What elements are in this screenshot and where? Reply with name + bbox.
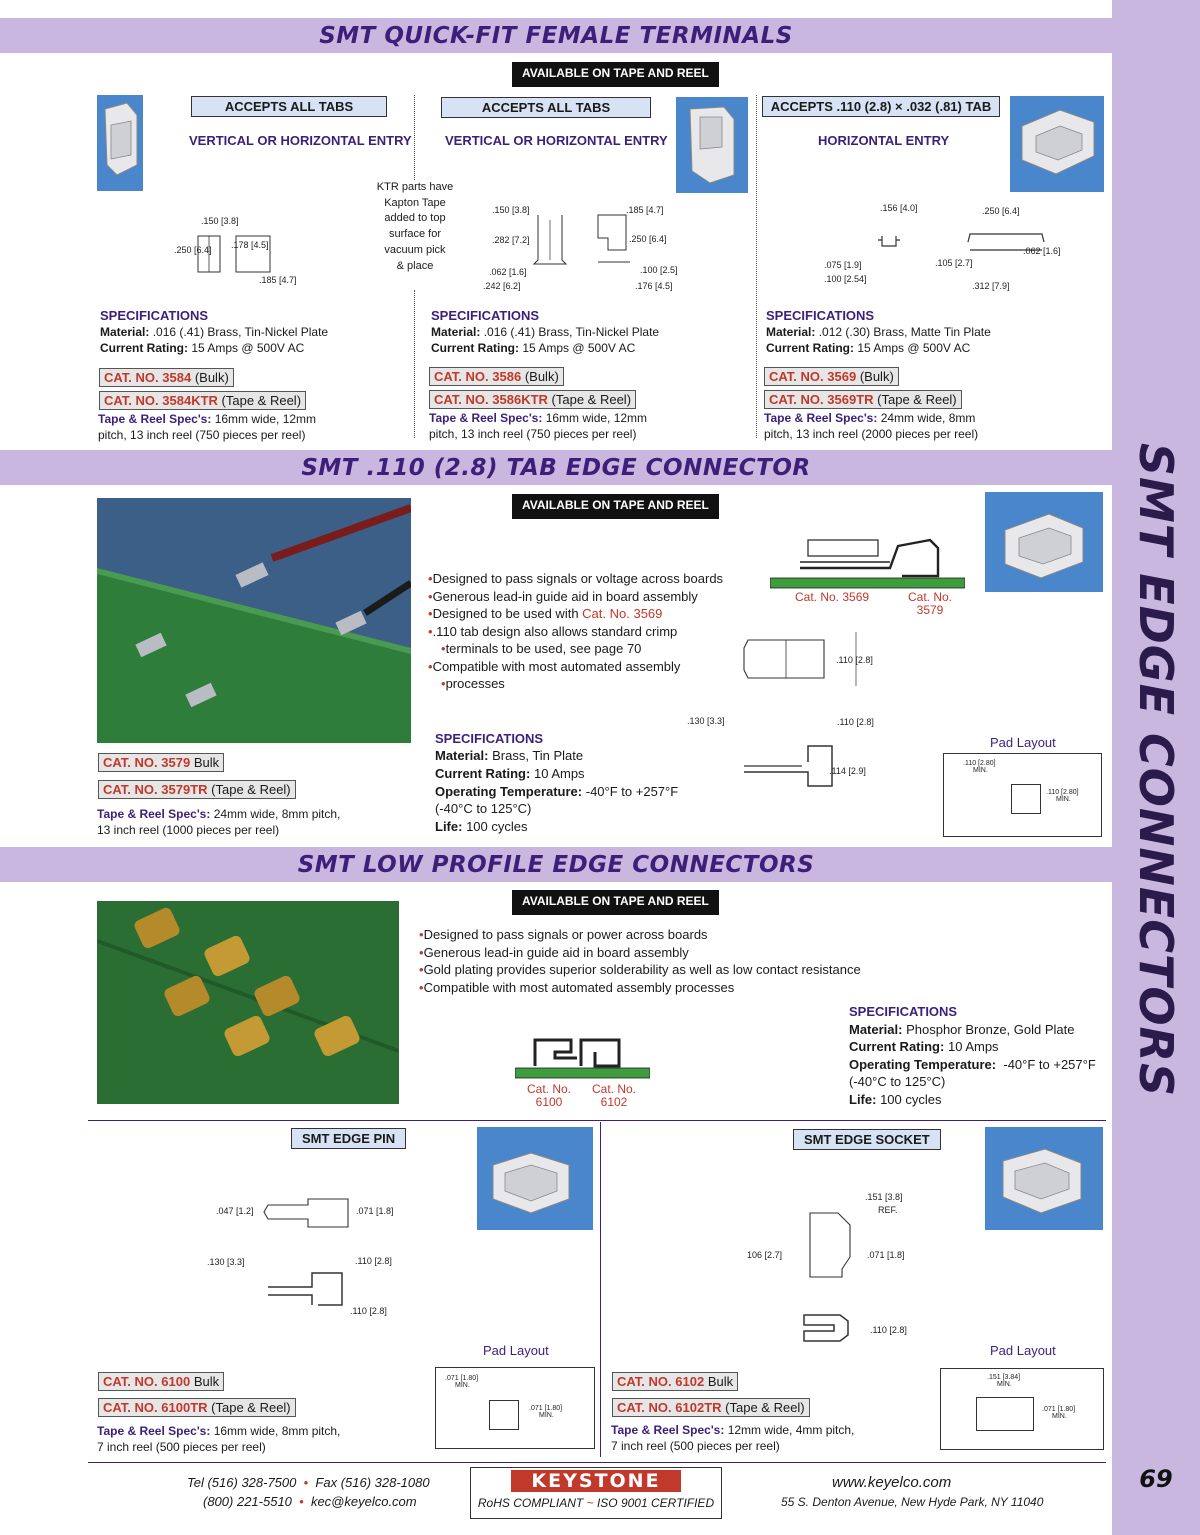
spec-heading: SPECIFICATIONS bbox=[849, 1004, 958, 1019]
figure-caption: Cat. No. 6100 bbox=[527, 1082, 572, 1109]
spec-current: Current Rating: 10 Amps bbox=[435, 766, 585, 781]
accepts-label: ACCEPTS .110 (2.8) × .032 (.81) TAB bbox=[762, 96, 1000, 117]
entry-label: VERTICAL OR HORIZONTAL ENTRY bbox=[189, 133, 412, 148]
dim-label: .130 [3.3] bbox=[207, 1257, 245, 1267]
dim-label: .071 [1.8] bbox=[356, 1206, 394, 1216]
catalog-number-bulk: CAT. NO. 3584 (Bulk) bbox=[99, 368, 234, 387]
entry-label: VERTICAL OR HORIZONTAL ENTRY bbox=[445, 133, 668, 148]
sidebar-title: SMT EDGE CONNECTORS bbox=[1129, 442, 1183, 1098]
section-divider bbox=[88, 1120, 1106, 1121]
dim-label: .110 [2.80] MIN. bbox=[963, 760, 996, 774]
dim-label: .110 [2.8] bbox=[870, 1325, 907, 1335]
cross-section-diagram bbox=[770, 532, 965, 594]
catalog-number-reel: CAT. NO. 3569TR (Tape & Reel) bbox=[764, 390, 962, 409]
dim-label: .071 [1.80] MIN. bbox=[445, 1375, 479, 1389]
product-photo-3579 bbox=[97, 498, 411, 743]
dim-label: .071 [1.8] bbox=[867, 1250, 905, 1260]
footer-phone: Tel (516) 328-7500 • Fax (516) 328-1080 bbox=[187, 1475, 430, 1490]
spec-current: Current Rating: 10 Amps bbox=[849, 1039, 999, 1054]
dim-label: .110 [2.80] MIN. bbox=[1046, 789, 1079, 803]
column-divider bbox=[414, 290, 415, 438]
product-photo-6100-6102 bbox=[97, 901, 399, 1104]
catalog-number-bulk: CAT. NO. 6102 Bulk bbox=[612, 1372, 738, 1391]
product-photo-3584 bbox=[97, 95, 143, 191]
pad-layout-label: Pad Layout bbox=[483, 1343, 549, 1358]
footer-website[interactable]: www.keyelco.com bbox=[832, 1474, 952, 1491]
catalog-number-reel: CAT. NO. 6102TR (Tape & Reel) bbox=[612, 1398, 810, 1417]
figure-caption: Cat. No. 3579 bbox=[908, 590, 953, 617]
dim-label: .062 [1.6] bbox=[489, 267, 527, 277]
dim-label: .242 [6.2] bbox=[483, 281, 521, 291]
dim-label: .105 [2.7] bbox=[935, 258, 973, 268]
list-item: • processes bbox=[428, 675, 723, 693]
reel-spec: Tape & Reel Spec's: 16mm wide, 8mm pitch, bbox=[97, 1424, 341, 1438]
spec-material: Material: Phosphor Bronze, Gold Plate bbox=[849, 1022, 1075, 1037]
figure-caption: Cat. No. 6102 bbox=[592, 1082, 637, 1109]
dim-label: .151 [3.84] MIN. bbox=[987, 1374, 1021, 1388]
reel-spec: Tape & Reel Spec's: 16mm wide, 12mm bbox=[98, 412, 317, 426]
dim-label: .110 [2.8] bbox=[836, 655, 873, 665]
spec-material: Material: Brass, Tin Plate bbox=[435, 748, 584, 763]
dim-label: .100 [2.54] bbox=[824, 274, 867, 284]
spec-material: Material: .016 (.41) Brass, Tin-Nickel Plate bbox=[431, 325, 660, 339]
reel-spec-2: 13 inch reel (1000 pieces per reel) bbox=[97, 823, 280, 837]
cross-section-diagram bbox=[515, 1030, 650, 1082]
dim-label: .062 [1.6] bbox=[1023, 246, 1061, 256]
spec-current: Current Rating: 15 Amps @ 500V AC bbox=[431, 341, 636, 355]
spec-temperature: Operating Temperature: -40°F to +257°F bbox=[849, 1057, 1096, 1072]
reel-spec-2: pitch, 13 inch reel (750 pieces per reel) bbox=[429, 427, 637, 441]
spec-life: Life: 100 cycles bbox=[849, 1092, 942, 1107]
spec-current: Current Rating: 15 Amps @ 500V AC bbox=[100, 341, 305, 355]
feature-list bbox=[419, 926, 861, 996]
dim-label: .100 [2.5] bbox=[640, 265, 678, 275]
edge-socket-label: SMT EDGE SOCKET bbox=[793, 1129, 941, 1150]
dim-label: .178 [4.5] bbox=[231, 240, 269, 250]
section-title-quickfit: SMT QUICK-FIT FEMALE TERMINALS bbox=[319, 23, 793, 49]
ktr-note: KTR parts have Kapton Tape added to top surface for vacuum pick & place bbox=[376, 181, 454, 272]
footer-address: 55 S. Denton Avenue, New Hyde Park, NY 11040 bbox=[781, 1495, 1044, 1509]
tab-drawing-side bbox=[740, 728, 850, 794]
section-title-tab-edge: SMT .110 (2.8) TAB EDGE CONNECTOR bbox=[301, 455, 811, 481]
accepts-label: ACCEPTS ALL TABS bbox=[441, 97, 651, 118]
list-item: • terminals to be used, see page 70 bbox=[428, 640, 723, 658]
footer-contact: (800) 221-5510 • kec@keyelco.com bbox=[203, 1494, 417, 1509]
list-item: • Compatible with most automated assembly processes bbox=[419, 979, 861, 997]
column-divider bbox=[756, 95, 757, 438]
catalog-number-bulk: CAT. NO. 6100 Bulk bbox=[98, 1372, 224, 1391]
product-photo-6102 bbox=[985, 1127, 1103, 1230]
spec-material: Material: .016 (.41) Brass, Tin-Nickel Plate bbox=[100, 325, 329, 339]
spec-heading: SPECIFICATIONS bbox=[431, 308, 540, 323]
reel-spec: Tape & Reel Spec's: 12mm wide, 4mm pitch, bbox=[611, 1423, 855, 1437]
catalog-number-reel: CAT. NO. 3584KTR (Tape & Reel) bbox=[99, 391, 306, 410]
dim-label: .185 [4.7] bbox=[259, 275, 297, 285]
dim-label: .110 [2.8] bbox=[350, 1306, 387, 1316]
dim-label: .176 [4.5] bbox=[635, 281, 673, 291]
entry-label: HORIZONTAL ENTRY bbox=[818, 133, 950, 148]
dim-label: .185 [4.7] bbox=[626, 205, 664, 215]
reel-spec: Tape & Reel Spec's: 24mm wide, 8mm pitch, bbox=[97, 807, 341, 821]
product-photo-3569-small bbox=[985, 492, 1103, 592]
catalog-number-bulk: CAT. NO. 3579 Bulk bbox=[98, 753, 224, 772]
tape-reel-badge: AVAILABLE ON TAPE AND REEL bbox=[512, 62, 719, 87]
spec-heading: SPECIFICATIONS bbox=[766, 308, 875, 323]
spec-material: Material: .012 (.30) Brass, Matte Tin Plate bbox=[766, 325, 991, 339]
spec-temperature-c: (-40°C to 125°C) bbox=[849, 1074, 946, 1089]
pad-shape bbox=[1011, 784, 1041, 814]
spec-current: Current Rating: 15 Amps @ 500V AC bbox=[766, 341, 971, 355]
keystone-logo: KEYSTONE RoHS COMPLIANT ~ ISO 9001 CERTIFIED bbox=[470, 1467, 722, 1519]
spec-life: Life: 100 cycles bbox=[435, 819, 528, 834]
dim-label: .282 [7.2] bbox=[492, 235, 530, 245]
dim-label: .150 [3.8] bbox=[201, 216, 239, 226]
list-item: • Generous lead-in guide aid in board assembly bbox=[428, 588, 723, 606]
dim-label: .075 [1.9] bbox=[824, 260, 862, 270]
edge-pin-label: SMT EDGE PIN bbox=[291, 1128, 406, 1149]
pad-layout-label: Pad Layout bbox=[990, 735, 1056, 750]
dim-label: .312 [7.9] bbox=[972, 281, 1010, 291]
pad-shape bbox=[976, 1397, 1034, 1431]
dim-label: .250 [6.4] bbox=[174, 245, 212, 255]
dim-label: .047 [1.2] bbox=[216, 1206, 254, 1216]
spec-heading: SPECIFICATIONS bbox=[100, 308, 209, 323]
list-item: • Designed to pass signals or power across boards bbox=[419, 926, 861, 944]
product-photo-3569 bbox=[1010, 96, 1104, 192]
dim-label: .150 [3.8] bbox=[492, 205, 530, 215]
feature-list bbox=[428, 570, 723, 693]
reel-spec: Tape & Reel Spec's: 16mm wide, 12mm bbox=[429, 411, 648, 425]
list-item: • Compatible with most automated assembly bbox=[428, 658, 723, 676]
catalog-number-reel: CAT. NO. 3586KTR (Tape & Reel) bbox=[429, 390, 636, 409]
dim-label: .151 [3.8] bbox=[865, 1192, 903, 1202]
footer-divider bbox=[88, 1462, 1106, 1463]
dim-label: .110 [2.8] bbox=[355, 1256, 392, 1266]
product-photo-6100 bbox=[477, 1127, 593, 1230]
accepts-label: ACCEPTS ALL TABS bbox=[191, 96, 387, 117]
spec-temperature: Operating Temperature: -40°F to +257°F bbox=[435, 784, 679, 799]
list-item: • Generous lead-in guide aid in board assembly bbox=[419, 944, 861, 962]
list-item: • Gold plating provides superior solderability as well as low contact resistance bbox=[419, 961, 861, 979]
product-photo-3586 bbox=[676, 97, 748, 193]
reel-spec-2: 7 inch reel (500 pieces per reel) bbox=[97, 1440, 266, 1454]
dim-label: .130 [3.3] bbox=[687, 716, 725, 726]
dim-label: .250 [6.4] bbox=[982, 206, 1020, 216]
section-title-low-profile: SMT LOW PROFILE EDGE CONNECTORS bbox=[297, 852, 815, 878]
dim-label: .250 [6.4] bbox=[629, 234, 667, 244]
reel-spec: Tape & Reel Spec's: 24mm wide, 8mm bbox=[764, 411, 976, 425]
dim-label: .110 [2.8] bbox=[837, 717, 874, 727]
column-divider bbox=[414, 95, 415, 180]
dim-label: 106 [2.7] bbox=[747, 1250, 783, 1260]
tape-reel-badge: AVAILABLE ON TAPE AND REEL bbox=[512, 890, 719, 915]
spec-temperature-c: (-40°C to 125°C) bbox=[435, 801, 532, 816]
dim-label: .156 [4.0] bbox=[880, 203, 918, 213]
dim-label: .071 [1.80] MIN. bbox=[1042, 1406, 1076, 1420]
catalog-number-reel: CAT. NO. 3579TR (Tape & Reel) bbox=[98, 780, 296, 799]
column-divider bbox=[600, 1122, 601, 1457]
list-item: • Designed to pass signals or voltage across boards bbox=[428, 570, 723, 588]
reel-spec-2: pitch, 13 inch reel (750 pieces per reel) bbox=[98, 428, 306, 442]
page-number: 69 bbox=[1139, 1465, 1173, 1493]
reel-spec-2: pitch, 13 inch reel (2000 pieces per reel) bbox=[764, 427, 979, 441]
list-item: • .110 tab design also allows standard crimp bbox=[428, 623, 723, 641]
dim-label: .071 [1.80] MIN. bbox=[529, 1405, 563, 1419]
figure-caption: Cat. No. 3569 bbox=[795, 590, 870, 604]
pad-shape bbox=[489, 1400, 519, 1430]
reel-spec-2: 7 inch reel (500 pieces per reel) bbox=[611, 1439, 780, 1453]
dim-label: .114 [2.9] bbox=[829, 766, 866, 776]
catalog-number-reel: CAT. NO. 6100TR (Tape & Reel) bbox=[98, 1398, 296, 1417]
dim-label: REF. bbox=[878, 1205, 898, 1215]
catalog-number-bulk: CAT. NO. 3586 (Bulk) bbox=[429, 367, 564, 386]
spec-heading: SPECIFICATIONS bbox=[435, 731, 544, 746]
list-item: • Designed to be used with Cat. No. 3569 bbox=[428, 605, 723, 623]
catalog-number-bulk: CAT. NO. 3569 (Bulk) bbox=[764, 367, 899, 386]
tape-reel-badge: AVAILABLE ON TAPE AND REEL bbox=[512, 494, 719, 519]
pad-layout-label: Pad Layout bbox=[990, 1343, 1056, 1358]
